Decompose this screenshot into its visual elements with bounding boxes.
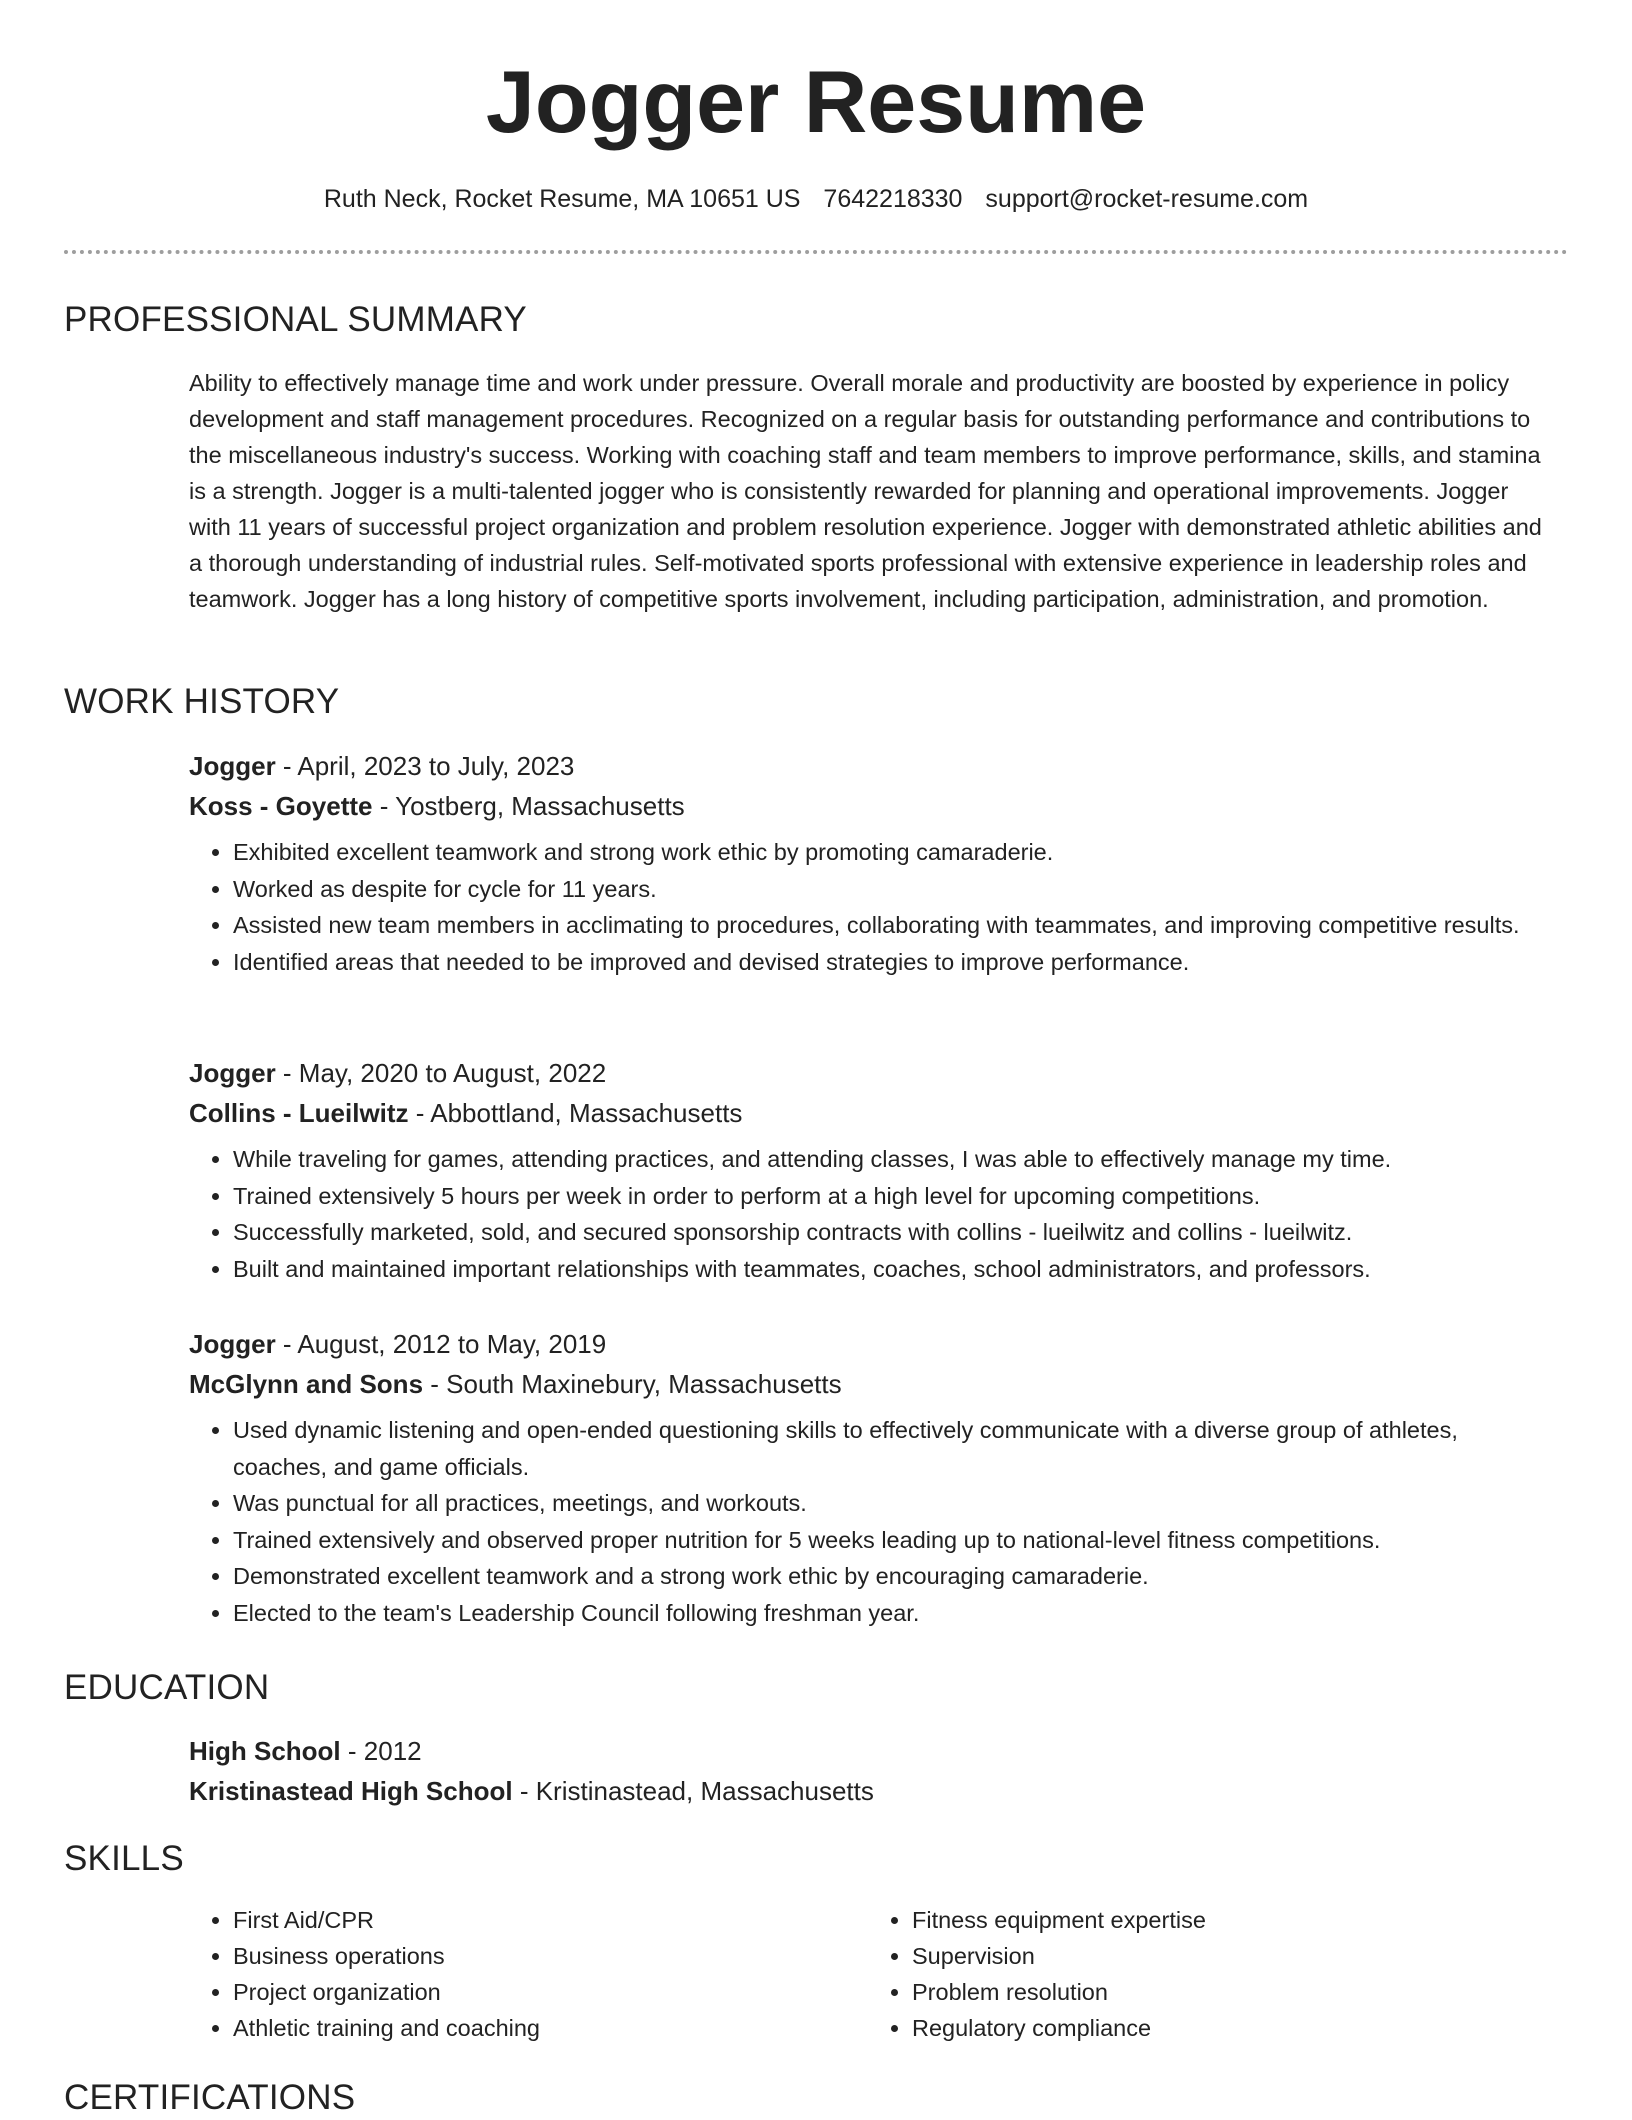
job-entry (189, 1053, 1549, 1287)
email: support@rocket-resume.com (985, 185, 1309, 213)
education-school-line (189, 1771, 1549, 1811)
job-title-line (189, 746, 1549, 786)
list-item: • Fitness equipment expertise (912, 1902, 1508, 1938)
list-item: • Exhibited excellent teamwork and strong work ethic by promoting camaraderie. (233, 834, 1549, 871)
job-entry (189, 746, 1549, 980)
job-company-line (189, 1093, 1549, 1133)
list-item: • Worked as despite for cycle for 11 years. (233, 871, 1549, 908)
job-location: - South Maxinebury, Massachusetts (423, 1369, 842, 1399)
education-degree: High School (189, 1736, 341, 1766)
job-bullets (189, 1412, 1549, 1631)
education-degree-line (189, 1731, 1549, 1771)
job-entry (189, 1324, 1549, 1631)
job-company-line (189, 786, 1549, 826)
list-item: • Identified areas that needed to be improved and devised strategies to improve performance. (233, 944, 1549, 981)
list-item: • Trained extensively and observed proper nutrition for 5 weeks leading up to national-level fitness competitions. (233, 1522, 1549, 1559)
education-entry (189, 1731, 1549, 1811)
certifications-heading: CERTIFICATIONS (64, 2078, 356, 2117)
phone: 7642218330 (823, 185, 963, 213)
job-bullets (189, 834, 1549, 980)
list-item: • Problem resolution (912, 1974, 1508, 2010)
education-heading: EDUCATION (64, 1668, 270, 1707)
education-school: Kristinastead High School (189, 1776, 513, 1806)
job-title: Jogger (189, 1329, 276, 1359)
summary-heading: PROFESSIONAL SUMMARY (64, 300, 527, 339)
skills-list (868, 1902, 1508, 2046)
skills-list (189, 1902, 829, 2046)
address: Ruth Neck, Rocket Resume, MA 10651 US (323, 185, 801, 213)
list-item: • Built and maintained important relationships with teammates, coaches, school administrators, and professors. (233, 1251, 1549, 1288)
list-item: • While traveling for games, attending practices, and attending classes, I was able to effectively manage my time. (233, 1141, 1549, 1178)
job-bullets (189, 1141, 1549, 1287)
education-location: - Kristinastead, Massachusetts (512, 1776, 874, 1806)
job-location: - Abbottland, Massachusetts (408, 1098, 743, 1128)
job-company: McGlynn and Sons (189, 1369, 424, 1399)
list-item: • First Aid/CPR (233, 1902, 829, 1938)
job-dates: - May, 2020 to August, 2022 (275, 1058, 607, 1088)
job-title: Jogger (189, 1058, 276, 1088)
list-item: • Trained extensively 5 hours per week in order to perform at a high level for upcoming competitions. (233, 1178, 1549, 1215)
list-item: • Demonstrated excellent teamwork and a strong work ethic by encouraging camaraderie. (233, 1558, 1549, 1595)
list-item: • Athletic training and coaching (233, 2010, 829, 2046)
skills-right-column (868, 1902, 1508, 2046)
job-title: Jogger (189, 751, 276, 781)
job-dates: - August, 2012 to May, 2019 (275, 1329, 607, 1359)
list-item: • Used dynamic listening and open-ended questioning skills to effectively communicate with a diverse group of athletes, coaches, and game officials. (233, 1412, 1549, 1485)
job-title-line (189, 1053, 1549, 1093)
work-history-heading: WORK HISTORY (64, 682, 340, 721)
list-item: • Regulatory compliance (912, 2010, 1508, 2046)
job-location: - Yostberg, Massachusetts (372, 791, 685, 821)
list-item: • Supervision (912, 1938, 1508, 1974)
job-company-line (189, 1364, 1549, 1404)
summary-text: Ability to effectively manage time and work under pressure. Overall morale and productivity are boosted by experience in policy development and staff management procedures. Recognized on a regular basis for outstanding performance and contributions to the miscellaneous industry's success. Working with coaching staff and team members to improve performance, skills, and stamina is a strength. Jogger is a multi-talented jogger who is consistently rewarded for planning and operational improvements. Jogger with 11 years of successful project organization and problem resolution experience. Jogger with demonstrated athletic abilities and a thorough understanding of industrial rules. Self-motivated sports professional with extensive experience in leadership roles and teamwork. Jogger has a long history of competitive sports involvement, including participation, administration, and promotion. (189, 370, 1542, 612)
job-dates: - April, 2023 to July, 2023 (275, 751, 575, 781)
education-year: - 2012 (340, 1736, 422, 1766)
list-item: • Assisted new team members in acclimating to procedures, collaborating with teammates, and improving competitive results. (233, 907, 1549, 944)
skills-left-column (189, 1902, 829, 2046)
job-company: Collins - Lueilwitz (189, 1098, 409, 1128)
list-item: • Was punctual for all practices, meetings, and workouts. (233, 1485, 1549, 1522)
job-title-line (189, 1324, 1549, 1364)
summary-section (189, 365, 1549, 617)
list-item: • Elected to the team's Leadership Council following freshman year. (233, 1595, 1549, 1632)
list-item: • Successfully marketed, sold, and secured sponsorship contracts with collins - lueilwitz and collins - lueilwitz. (233, 1214, 1549, 1251)
list-item: • Project organization (233, 1974, 829, 2010)
skills-heading: SKILLS (64, 1839, 184, 1878)
job-company: Koss - Goyette (189, 791, 373, 821)
contact-line (0, 182, 1632, 216)
page-title: Jogger Resume (485, 52, 1147, 151)
list-item: • Business operations (233, 1938, 829, 1974)
header-divider (64, 250, 1568, 254)
